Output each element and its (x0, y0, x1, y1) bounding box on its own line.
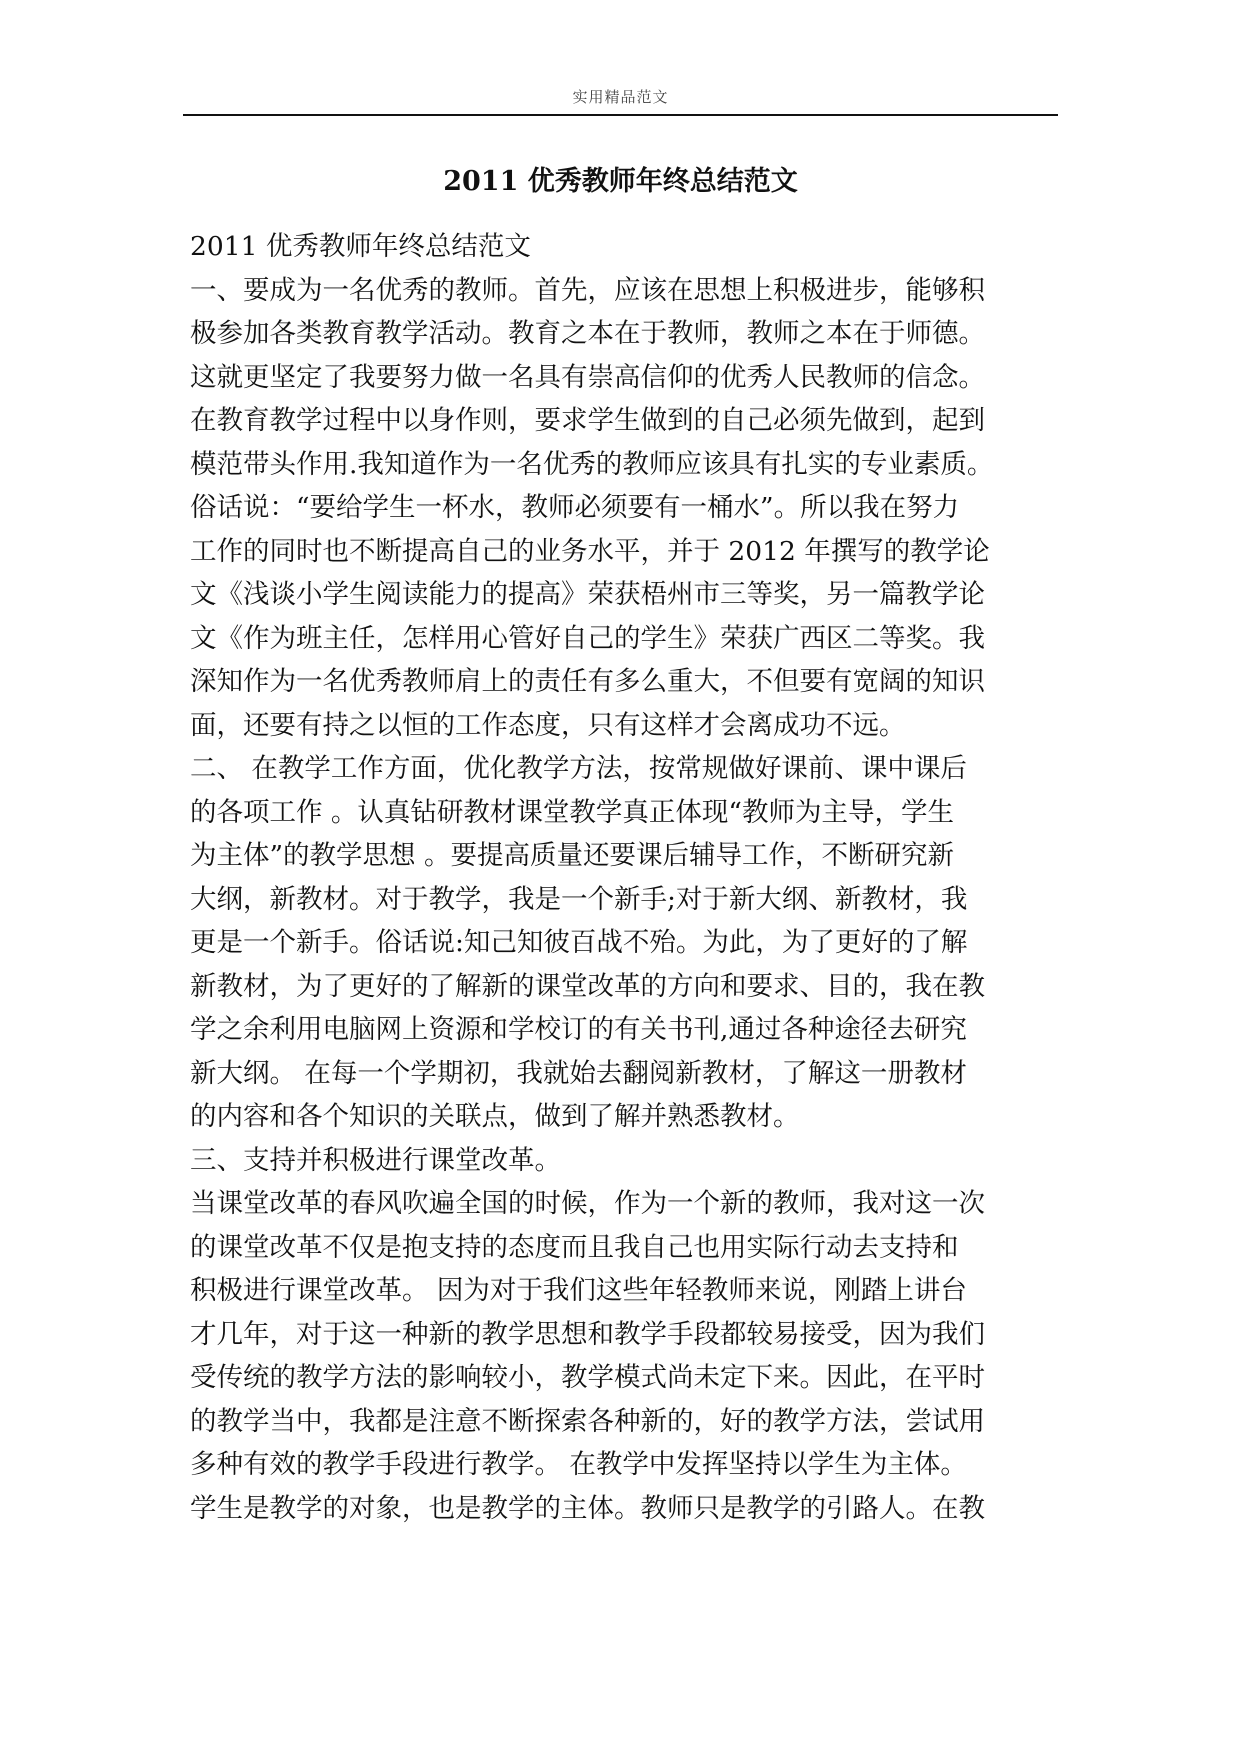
body-text-line: 的内容和各个知识的关联点，做到了解并熟悉教材。 (190, 1101, 800, 1132)
document-title: 2011 优秀教师年终总结范文 (443, 166, 798, 197)
body-text-line: 学生是教学的对象，也是教学的主体。教师只是教学的引路人。在教 (190, 1492, 985, 1524)
body-text-line: 面，还要有持之以恒的工作态度，只有这样才会离成功不远。 (190, 709, 906, 741)
body-text-line: 更是一个新手。俗话说:知己知彼百战不殆。为此，为了更好的了解 (190, 927, 968, 958)
body-text-line: 二、 在教学工作方面，优化教学方法，按常规做好课前、课中课后 (190, 753, 967, 784)
body-text-line: 的课堂改革不仅是抱支持的态度而且我自己也用实际行动去支持和 (190, 1231, 959, 1263)
body-text-line: 模范带头作用.我知道作为一名优秀的教师应该具有扎实的专业素质。 (190, 448, 994, 480)
body-text-line: 极参加各类教育教学活动。教育之本在于教师，教师之本在于师德。 (190, 318, 985, 349)
body-text-line: 多种有效的教学手段进行教学。 在教学中发挥坚持以学生为主体。 (190, 1449, 967, 1480)
body-text-line: 2011 优秀教师年终总结范文 (190, 231, 531, 262)
body-text-line: 工作的同时也不断提高自己的业务水平，并于 2012 年撰写的教学论 (190, 535, 990, 567)
body-text-line: 深知作为一名优秀教师肩上的责任有多么重大，不但要有宽阔的知识 (190, 666, 985, 697)
body-text-line: 为主体”的教学思想 。要提高质量还要课后辅导工作，不断研究新 (190, 840, 954, 871)
body-text-line: 才几年，对于这一种新的教学思想和教学手段都较易接受，因为我们 (190, 1318, 985, 1350)
body-text-line: 一、要成为一名优秀的教师。首先，应该在思想上积极进步，能够积 (190, 274, 985, 306)
body-text-line: 文《浅谈小学生阅读能力的提高》荣获梧州市三等奖，另一篇教学论 (190, 579, 985, 610)
body-text-line: 积极进行课堂改革。 因为对于我们这些年轻教师来说，刚踏上讲台 (190, 1275, 967, 1306)
body-text-line: 新大纲。 在每一个学期初，我就始去翻阅新教材，了解这一册教材 (190, 1057, 967, 1089)
document-body (190, 225, 1060, 1530)
body-text-line: 的教学当中，我都是注意不断探索各种新的，好的教学方法，尝试用 (190, 1405, 985, 1437)
body-text-line: 学之余利用电脑网上资源和学校订的有关书刊,通过各种途径去研究 (190, 1014, 967, 1045)
body-text-line: 的各项工作 。认真钻研教材课堂教学真正体现“教师为主导，学生 (190, 796, 954, 828)
running-header: 实用精品范文 (572, 88, 669, 106)
body-text-line: 受传统的教学方法的影响较小，教学模式尚未定下来。因此，在平时 (190, 1362, 985, 1393)
body-text-line: 俗话说：“要给学生一杯水，教师必须要有一桶水”。所以我在努力 (190, 492, 960, 523)
header-divider (183, 114, 1058, 116)
body-text-line: 大纲，新教材。对于教学，我是一个新手;对于新大纲、新教材，我 (190, 883, 968, 915)
body-text-line: 新教材，为了更好的了解新的课堂改革的方向和要求、目的，我在教 (190, 970, 985, 1002)
body-text-line: 三、支持并积极进行课堂改革。 (190, 1144, 561, 1176)
body-text-line: 当课堂改革的春风吹遍全国的时候，作为一个新的教师，我对这一次 (190, 1188, 985, 1219)
body-text-line: 文《作为班主任，怎样用心管好自己的学生》荣获广西区二等奖。我 (190, 622, 985, 654)
body-text-line: 这就更坚定了我要努力做一名具有崇高信仰的优秀人民教师的信念。 (190, 361, 985, 393)
body-text-line: 在教育教学过程中以身作则，要求学生做到的自己必须先做到，起到 (190, 405, 985, 436)
